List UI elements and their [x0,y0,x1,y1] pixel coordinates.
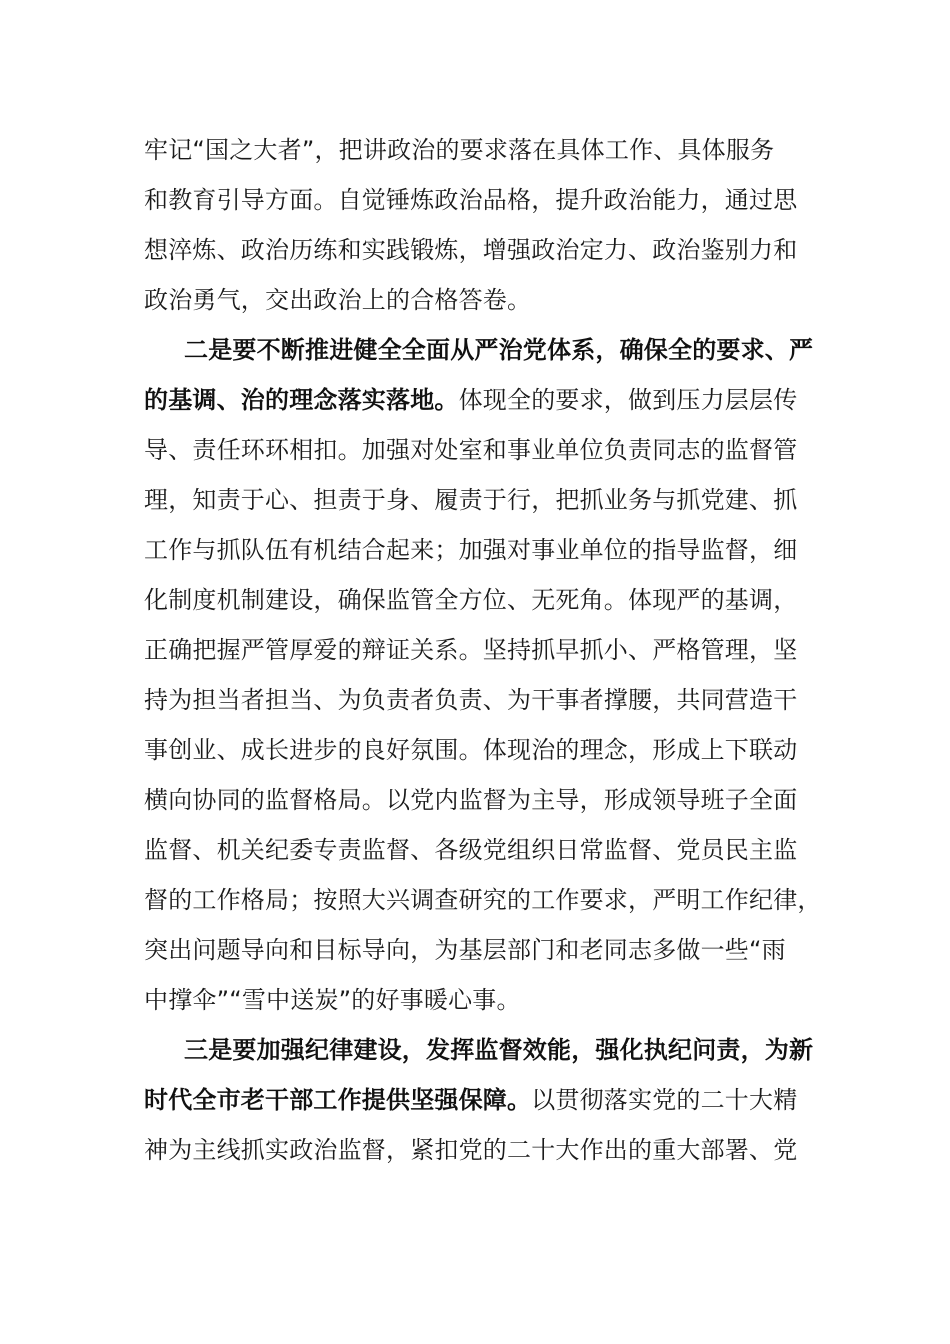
text-line [144,725,804,775]
body-text-run: 体现全的要求，做到压力层层传 [458,386,798,414]
body-text-run: 横向协同的监督格局。以党内监督为主导，形成领导班子全面 [144,786,798,814]
text-line [144,525,804,575]
text-line [144,225,804,275]
body-text-run: 持为担当者担当、为负责者负责、为干事者撑腰，共同营造干 [144,686,798,714]
text-line [144,275,804,325]
body-text-run: 正确把握严管厚爱的辩证关系。坚持抓早抓小、严格管理，坚 [144,636,798,664]
text-line [144,925,804,975]
body-text-run: 和教育引导方面。自觉锤炼政治品格，提升政治能力，通过思 [144,186,798,214]
body-text-run: 化制度机制建设，确保监管全方位、无死角。体现严的基调， [144,586,798,614]
body-text-run: 牢记“国之大者”，把讲政治的要求落在具体工作、具体服务 [144,136,775,164]
body-text-run: 以贯彻落实党的二十大精 [531,1086,798,1114]
text-line [144,675,804,725]
body-text-run: 中撑伞”“雪中送炭”的好事暖心事。 [144,986,521,1014]
body-text-run: 想淬炼、政治历练和实践锻炼，增强政治定力、政治鉴别力和 [144,236,798,264]
body-text-run: 工作与抓队伍有机结合起来；加强对事业单位的指导监督，细 [144,536,798,564]
bold-heading-text: 二是要不断推进健全全面从严治党体系，确保全的要求、严 [184,336,814,364]
text-line [144,1025,814,1075]
body-text-run: 理，知责于心、担责于身、履责于行，把抓业务与抓党建、抓 [144,486,798,514]
text-line [144,775,804,825]
text-line [144,875,822,925]
text-line [144,325,814,375]
body-text [144,125,822,1175]
body-text-run: 督的工作格局；按照大兴调查研究的工作要求，严明工作纪律， [144,886,822,914]
text-line [144,175,804,225]
body-text-run: 突出问题导向和目标导向，为基层部门和老同志多做一些“雨 [144,936,786,964]
body-text-run: 神为主线抓实政治监督，紧扣党的二十大作出的重大部署、党 [144,1136,798,1164]
body-text-run: 事创业、成长进步的良好氛围。体现治的理念，形成上下联动 [144,736,798,764]
text-line [144,825,804,875]
text-line [144,575,804,625]
body-text-run: 监督、机关纪委专责监督、各级党组织日常监督、党员民主监 [144,836,798,864]
bold-heading-text: 三是要加强纪律建设，发挥监督效能，强化执纪问责，为新 [184,1036,814,1064]
text-line [144,975,804,1025]
text-line [144,1075,804,1125]
text-line [144,425,804,475]
text-line [144,125,804,175]
bold-heading-text: 的基调、治的理念落实落地。 [144,386,459,414]
body-text-run: 政治勇气，交出政治上的合格答卷。 [144,286,532,314]
body-text-run: 导、责任环环相扣。加强对处室和事业单位负责同志的监督管 [144,436,798,464]
text-line [144,1125,804,1175]
text-line [144,375,804,425]
text-line [144,625,804,675]
bold-heading-text: 时代全市老干部工作提供坚强保障。 [144,1086,532,1114]
text-line [144,475,804,525]
